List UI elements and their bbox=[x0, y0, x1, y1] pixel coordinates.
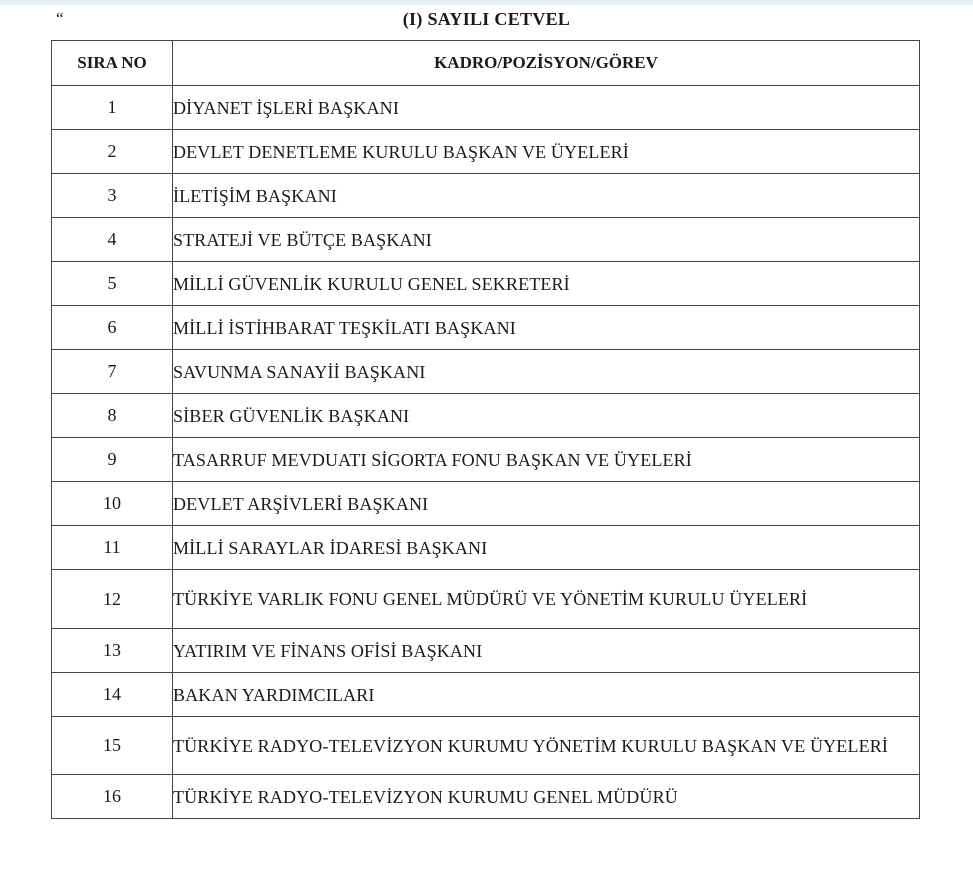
table-row bbox=[52, 130, 920, 174]
row-position: MİLLİ İSTİHBARAT TEŞKİLATI BAŞKANI bbox=[173, 306, 920, 350]
table-row bbox=[52, 394, 920, 438]
row-number: 11 bbox=[52, 526, 173, 570]
cetvel-table bbox=[51, 40, 920, 819]
table-row bbox=[52, 350, 920, 394]
row-position: SAVUNMA SANAYİİ BAŞKANI bbox=[173, 350, 920, 394]
row-number: 15 bbox=[52, 717, 173, 775]
row-position: MİLLİ SARAYLAR İDARESİ BAŞKANI bbox=[173, 526, 920, 570]
row-position: DEVLET DENETLEME KURULU BAŞKAN VE ÜYELERİ bbox=[173, 130, 920, 174]
row-number: 5 bbox=[52, 262, 173, 306]
row-number: 3 bbox=[52, 174, 173, 218]
column-header-sira-no: SIRA NO bbox=[52, 41, 173, 86]
row-position: TÜRKİYE RADYO-TELEVİZYON KURUMU YÖNETİM KURULU BAŞKAN VE ÜYELERİ bbox=[173, 717, 920, 775]
table-row bbox=[52, 775, 920, 819]
row-number: 4 bbox=[52, 218, 173, 262]
table-row bbox=[52, 306, 920, 350]
document-title: (I) SAYILI CETVEL bbox=[402, 9, 571, 29]
table-row bbox=[52, 673, 920, 717]
row-number: 8 bbox=[52, 394, 173, 438]
row-position: YATIRIM VE FİNANS OFİSİ BAŞKANI bbox=[173, 629, 920, 673]
row-position: TÜRKİYE VARLIK FONU GENEL MÜDÜRÜ VE YÖNETİM KURULU ÜYELERİ bbox=[173, 570, 920, 629]
opening-quote-mark: “ bbox=[56, 9, 64, 28]
table-row bbox=[52, 218, 920, 262]
row-position: DİYANET İŞLERİ BAŞKANI bbox=[173, 86, 920, 130]
row-position: DEVLET ARŞİVLERİ BAŞKANI bbox=[173, 482, 920, 526]
row-position: STRATEJİ VE BÜTÇE BAŞKANI bbox=[173, 218, 920, 262]
table-header-row bbox=[52, 41, 920, 86]
row-number: 16 bbox=[52, 775, 173, 819]
row-number: 1 bbox=[52, 86, 173, 130]
table-row bbox=[52, 482, 920, 526]
table-row bbox=[52, 629, 920, 673]
row-number: 2 bbox=[52, 130, 173, 174]
table-row bbox=[52, 262, 920, 306]
row-position: MİLLİ GÜVENLİK KURULU GENEL SEKRETERİ bbox=[173, 262, 920, 306]
table-row bbox=[52, 174, 920, 218]
row-position: TASARRUF MEVDUATI SİGORTA FONU BAŞKAN VE ÜYELERİ bbox=[173, 438, 920, 482]
row-position: SİBER GÜVENLİK BAŞKANI bbox=[173, 394, 920, 438]
row-position: TÜRKİYE RADYO-TELEVİZYON KURUMU GENEL MÜDÜRÜ bbox=[173, 775, 920, 819]
row-position: İLETİŞİM BAŞKANI bbox=[173, 174, 920, 218]
row-number: 7 bbox=[52, 350, 173, 394]
row-number: 13 bbox=[52, 629, 173, 673]
top-edge-strip bbox=[0, 0, 973, 5]
row-number: 10 bbox=[52, 482, 173, 526]
row-number: 9 bbox=[52, 438, 173, 482]
row-number: 6 bbox=[52, 306, 173, 350]
column-header-gorev: KADRO/POZİSYON/GÖREV bbox=[173, 41, 920, 86]
row-position: BAKAN YARDIMCILARI bbox=[173, 673, 920, 717]
row-number: 14 bbox=[52, 673, 173, 717]
table-row bbox=[52, 570, 920, 629]
table-row bbox=[52, 717, 920, 775]
table-row bbox=[52, 526, 920, 570]
table-row bbox=[52, 438, 920, 482]
row-number: 12 bbox=[52, 570, 173, 629]
table-row bbox=[52, 86, 920, 130]
